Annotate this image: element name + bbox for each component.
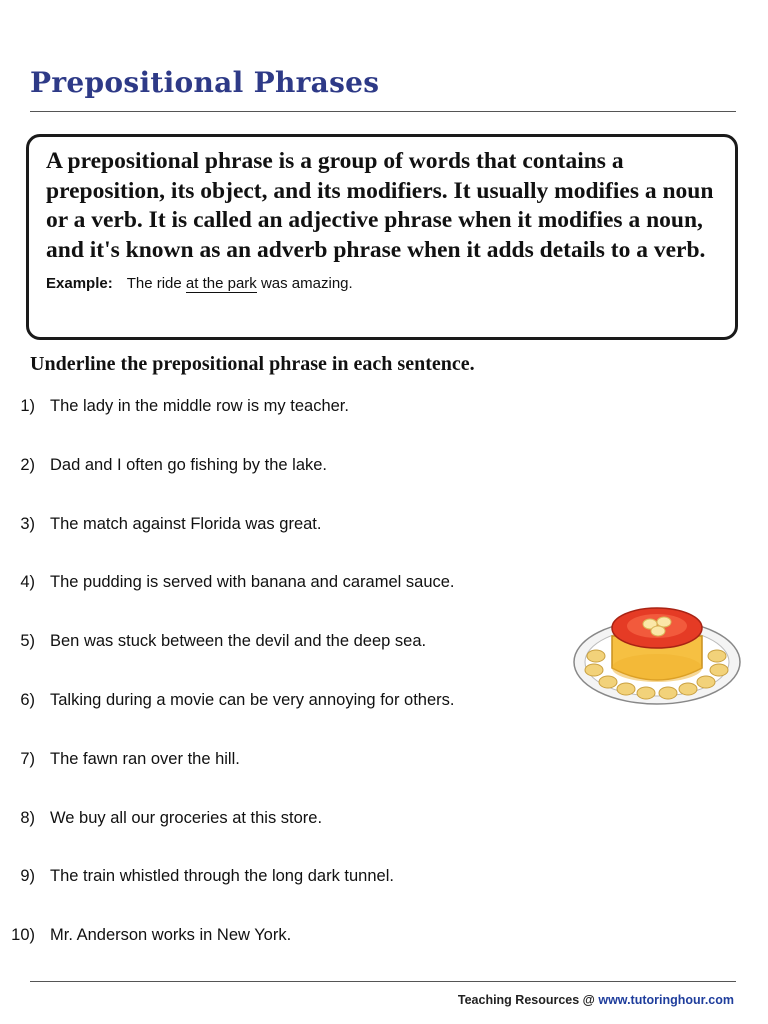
definition-text: A prepositional phrase is a group of words that contains a preposition, its object, and its modifiers. It usually modifies a noun or a verb. It is called an adjective phrase when it modifies a noun, and it's known as an adverb phrase when it adds details to a verb. [46,148,714,263]
question-number: 3) [20,514,35,533]
question-number: 4) [20,573,35,592]
example-line [46,275,721,292]
question-sentence: The fawn ran over the hill. [50,749,240,768]
question-number: 7) [20,749,35,768]
question-item [0,864,560,923]
example-underlined-phrase: at the park [185,275,257,292]
title-divider [30,111,736,112]
question-item [0,394,560,453]
question-item [0,747,560,806]
question-item [0,688,560,747]
question-number: 5) [20,632,35,651]
question-sentence: Dad and I often go fishing by the lake. [50,455,328,474]
example-text-after: was amazing. [256,275,353,292]
question-sentence: The pudding is served with banana and caramel sauce. [50,573,455,592]
question-sentence: The train whistled through the long dark tunnel. [50,867,394,886]
question-number: 6) [20,690,35,709]
question-sentence: We buy all our groceries at this store. [50,808,323,827]
question-sentence: The match against Florida was great. [50,514,322,533]
example-label: Example: [46,275,113,292]
question-item [0,629,560,688]
question-item [0,570,560,629]
instruction-heading: Underline the prepositional phrase in each sentence. [30,353,475,375]
footer-url[interactable]: www.tutoringhour.com [598,993,734,1007]
question-sentence: The lady in the middle row is my teacher. [50,397,349,415]
footer-label: Teaching Resources @ [457,993,599,1007]
question-item [0,806,560,865]
question-item [0,512,560,571]
flan-pudding-illustration [572,598,742,710]
question-number: 2) [20,455,35,474]
question-number: 9) [20,867,35,886]
question-sentence: Mr. Anderson works in New York. [50,926,292,945]
question-number: 1) [20,397,35,415]
question-list [0,394,560,982]
example-text-before: The ride [126,275,186,292]
definition-box [26,134,738,340]
question-item [0,453,560,512]
footer-divider [30,981,736,982]
question-number: 10) [11,926,35,945]
question-item [0,923,560,982]
question-sentence: Talking during a movie can be very annoying for others. [50,690,455,709]
question-number: 8) [20,808,35,827]
page-title: Prepositional Phrases [30,66,380,99]
footer [458,993,734,1007]
question-sentence: Ben was stuck between the devil and the deep sea. [50,632,427,651]
